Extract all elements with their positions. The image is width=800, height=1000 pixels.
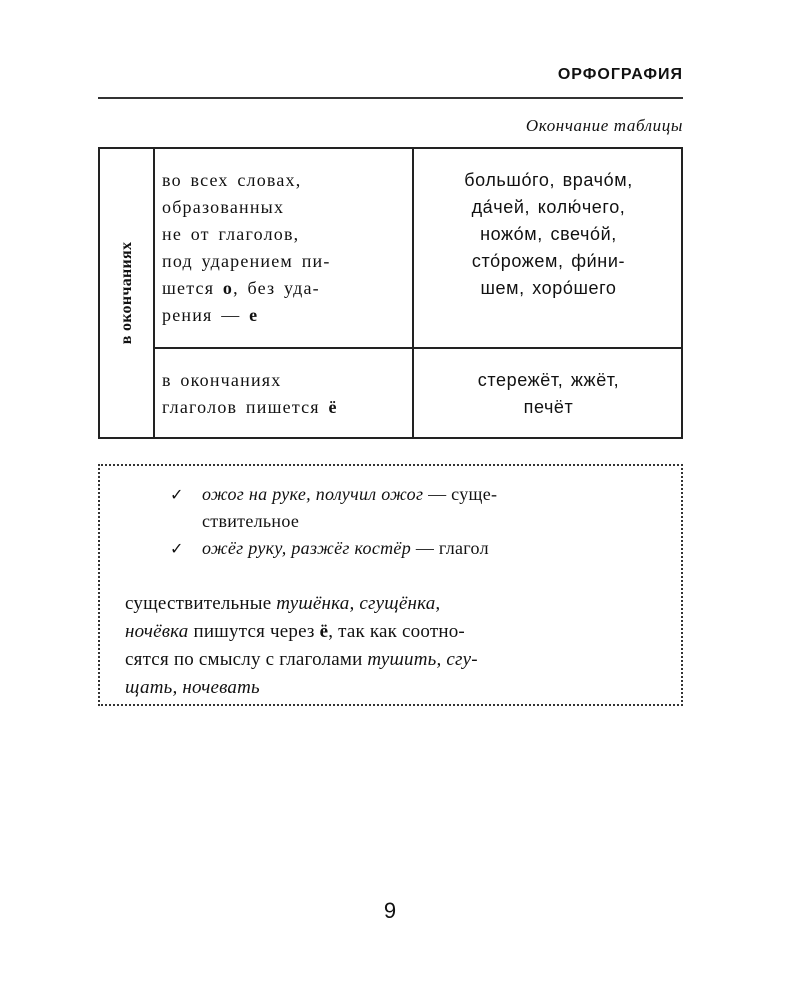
- checkmark-icon: ✓: [170, 485, 184, 504]
- rule-line: во всех словах,: [162, 170, 302, 190]
- side-label-cell: [100, 149, 153, 437]
- example-line: сто́рожем, фи́ни-: [471, 251, 626, 271]
- side-label: в окончаниях: [117, 241, 135, 345]
- rule-line: в окончаниях: [162, 370, 282, 390]
- table-row-2-examples: [414, 367, 683, 421]
- letter-yo: ё: [328, 397, 338, 417]
- example-line: шем, хоро́шего: [480, 278, 617, 298]
- rule-line: под ударением пи-: [162, 251, 331, 271]
- table-row-divider: [153, 347, 681, 349]
- table-row-1-rule: [162, 167, 331, 329]
- table-subtitle: Окончание таблицы: [525, 116, 683, 135]
- page-number: 9: [383, 898, 397, 923]
- bullet-2-explanation: — глагол: [411, 538, 489, 558]
- example-line: да́чей, колю́чего,: [471, 197, 626, 217]
- rule-line: шется о, без уда-: [162, 278, 320, 298]
- header-divider: [98, 97, 683, 99]
- paragraph-line: сятся по смыслу с глаголами тушить, сгу-: [125, 649, 478, 670]
- example-line: ножо́м, свечо́й,: [480, 224, 617, 244]
- bullet-2-example: ожёг руку, разжёг костёр: [202, 538, 412, 558]
- rule-line: рения — е: [162, 305, 259, 325]
- note-paragraph: [125, 590, 478, 702]
- paragraph-line: щать, ночевать: [125, 677, 260, 698]
- example-line: большо́го, врачо́м,: [464, 170, 633, 190]
- example-line: печёт: [523, 397, 574, 417]
- letter-o: о: [222, 278, 234, 298]
- header-title: ОРФОГРАФИЯ: [557, 66, 683, 83]
- paragraph-line: ночёвка пишутся через ё, так как соотно-: [125, 621, 465, 642]
- table-row-2-rule: [162, 367, 338, 421]
- example-line: стережёт, жжёт,: [477, 370, 620, 390]
- note-box: ✓ ожог на руке, получил ожог — суще- ствительное ✓ ожёг руку, разжёг костёр — глагол существительные тушёнка, сгущёнка, ночёвка пишутся через ё, так как соотно- сятся по смыслу с глаголами тушить, сгу- щать, ночевать: [98, 464, 683, 706]
- rule-line: не от глаголов,: [162, 224, 300, 244]
- bullet-1-explanation: — суще-: [423, 484, 498, 504]
- rule-line: глаголов пишется ё: [162, 397, 338, 417]
- table-row-1-examples: [414, 167, 683, 302]
- letter-e: е: [249, 305, 259, 325]
- rule-line: образованных: [162, 197, 285, 217]
- table-column-divider-1: [153, 149, 155, 437]
- paragraph-line: существительные тушёнка, сгущёнка,: [125, 593, 441, 614]
- bullet-1-example: ожог на руке, получил ожог: [202, 484, 424, 504]
- checkmark-icon: ✓: [170, 539, 184, 558]
- spelling-table: [98, 147, 683, 439]
